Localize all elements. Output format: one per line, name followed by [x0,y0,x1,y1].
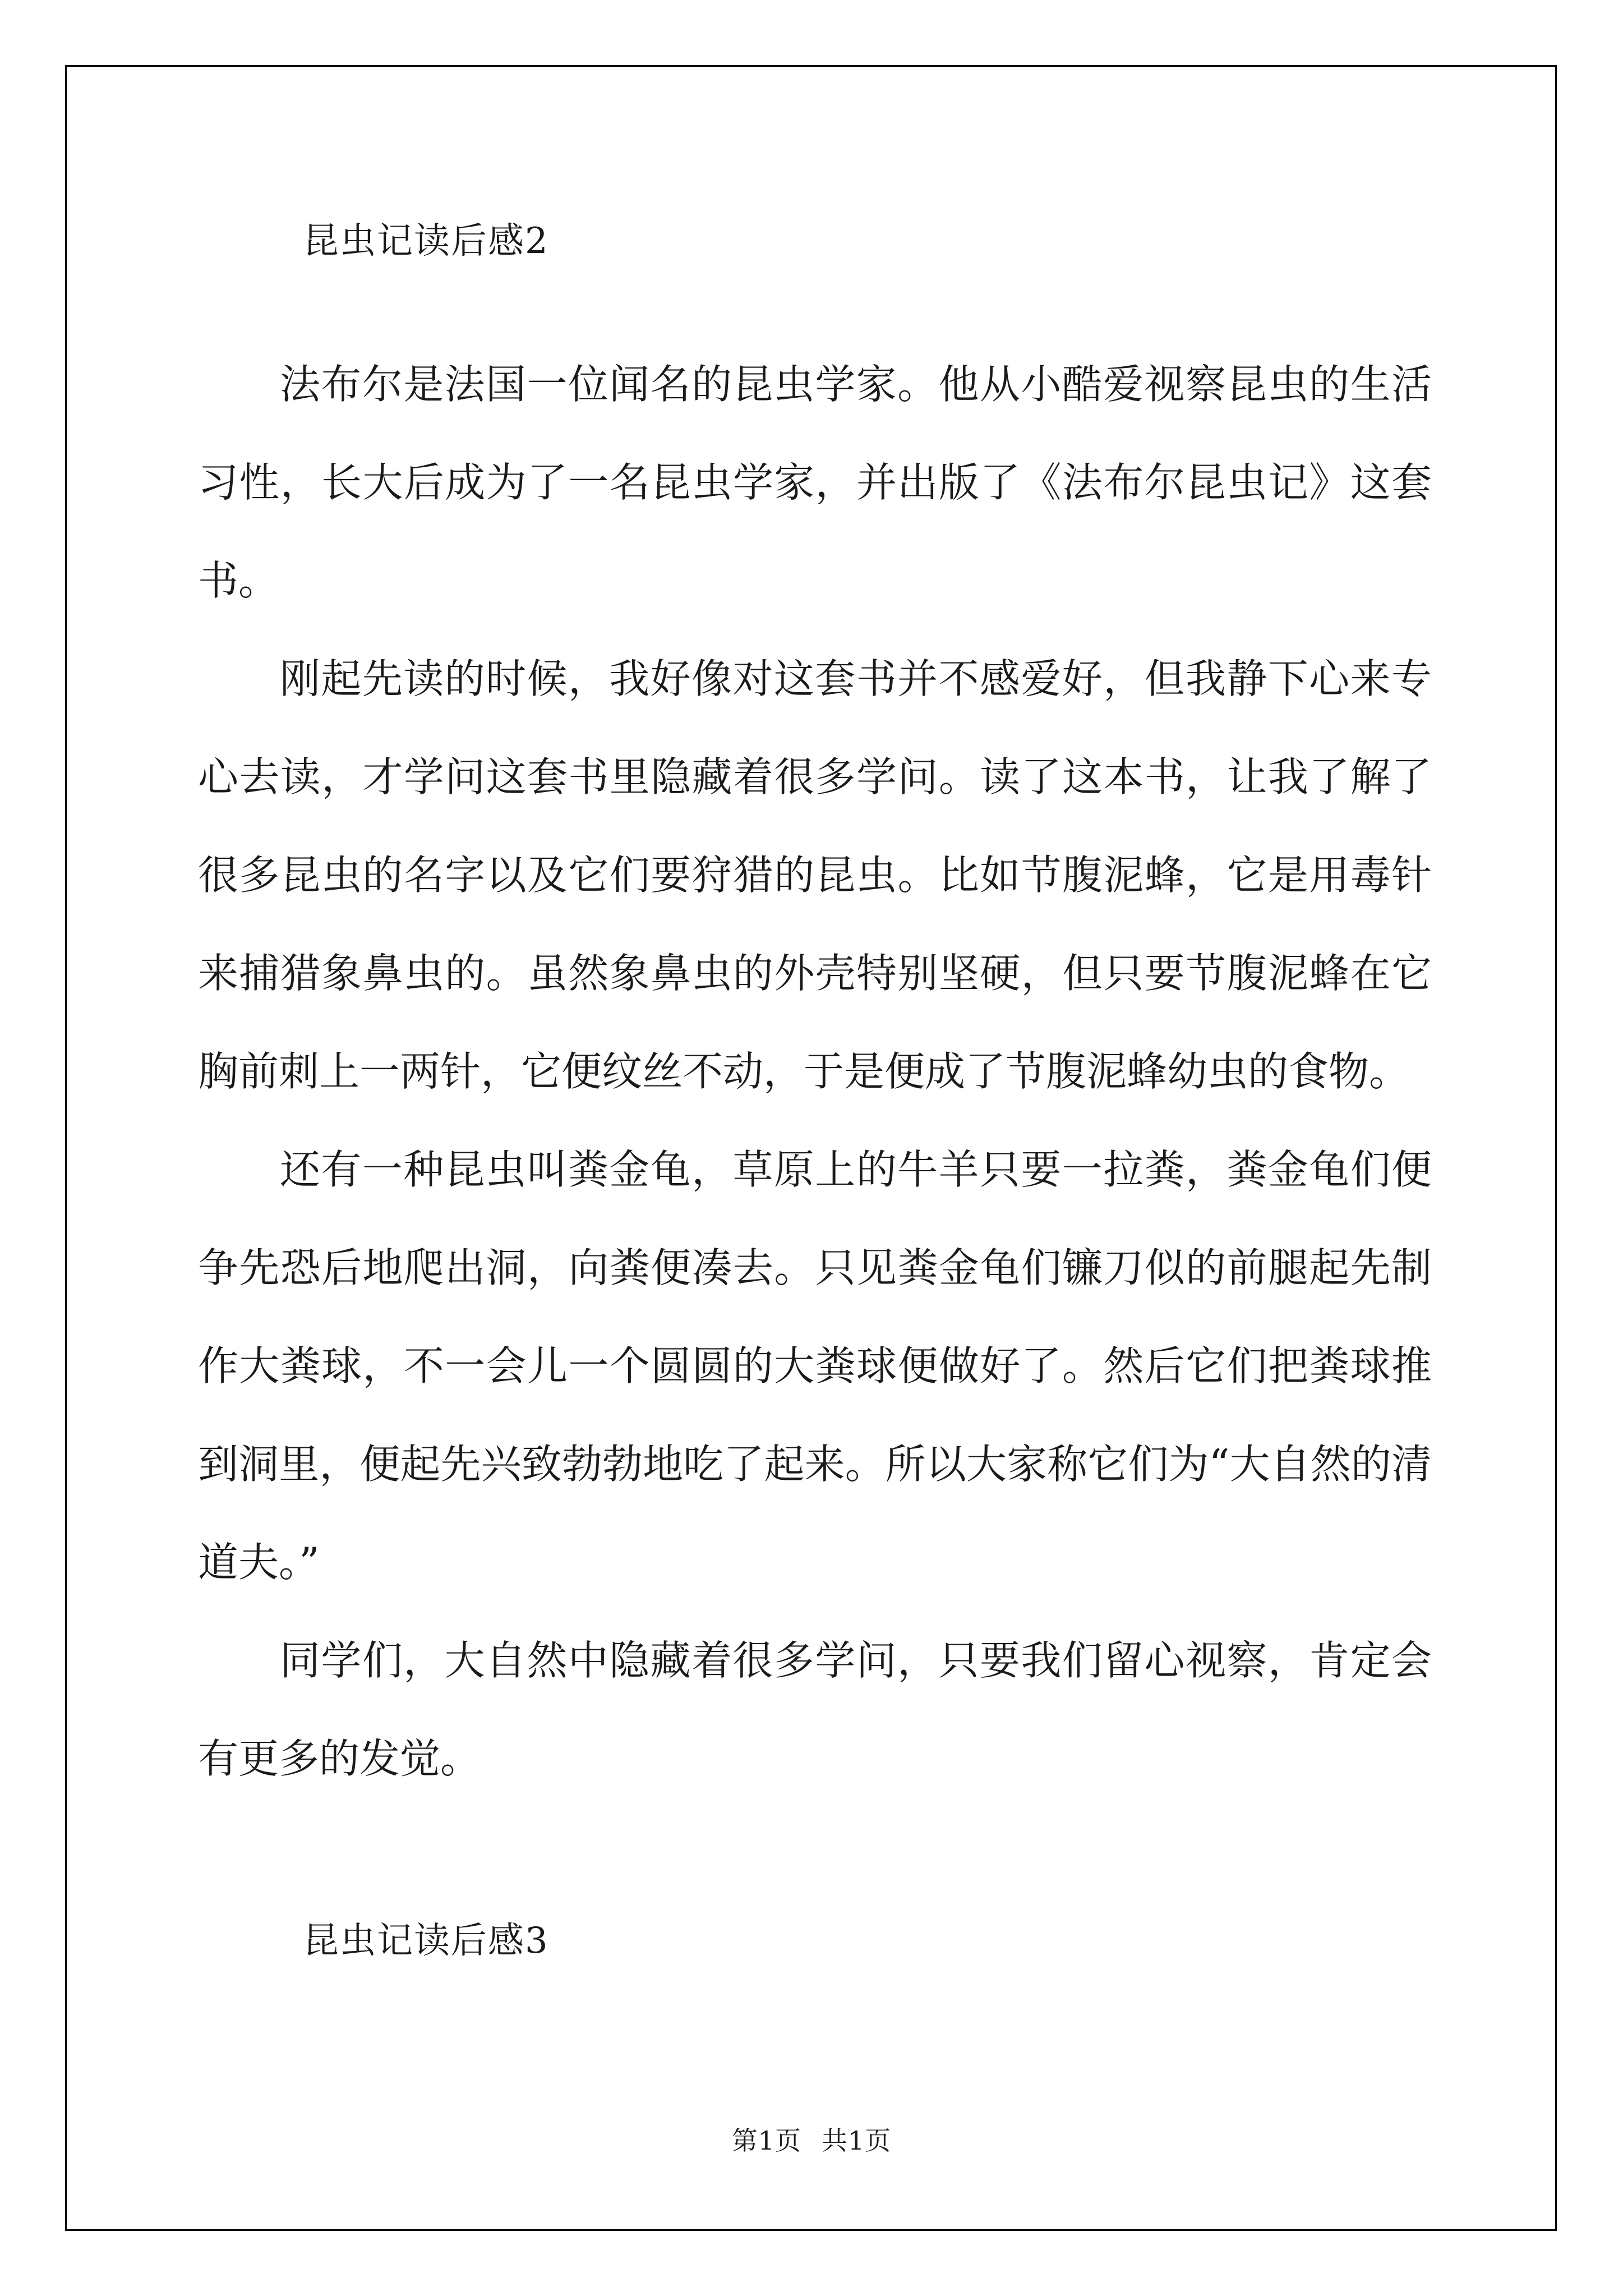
paragraph-2: 刚起先读的时候，我好像对这套书并不感爱好，但我静下心来专心去读，才学问这套书里隐藏着很多学问。读了这本书，让我了解了很多昆虫的名字以及它们要狩猎的昆虫。比如节腹泥蜂，它是用毒针来捕猎象鼻虫的。虽然象鼻虫的外壳特别坚硬，但只要节腹泥蜂在它胸前刺上一两针，它便纹丝不动，于是便成了节腹泥蜂幼虫的食物。 [198,655,1432,1095]
page-footer [0,2120,1623,2157]
paragraph-1: 法布尔是法国一位闻名的昆虫学家。他从小酷爱视察昆虫的生活习性，长大后成为了一名昆虫学家，并出版了《法布尔昆虫记》这套书。 [198,361,1432,604]
document-body [198,213,1432,1962]
section-heading-2: 昆虫记读后感2 [303,220,549,262]
page-number-current: 第1页 [731,2125,801,2156]
paragraph-3: 还有一种昆虫叫粪金龟，草原上的牛羊只要一拉粪，粪金龟们便争先恐后地爬出洞，向粪便凑去。只见粪金龟们镰刀似的前腿起先制作大粪球，不一会儿一个圆圆的大粪球便做好了。然后它们把粪球推到洞里，便起先兴致勃勃地吃了起来。所以大家称它们为“大自然的清道夫。” [198,1146,1432,1586]
paragraph-4: 同学们，大自然中隐藏着很多学问，只要我们留心视察，肯定会有更多的发觉。 [198,1637,1432,1782]
page-number-total: 共1页 [822,2125,892,2156]
section-heading-3: 昆虫记读后感3 [303,1920,549,1962]
